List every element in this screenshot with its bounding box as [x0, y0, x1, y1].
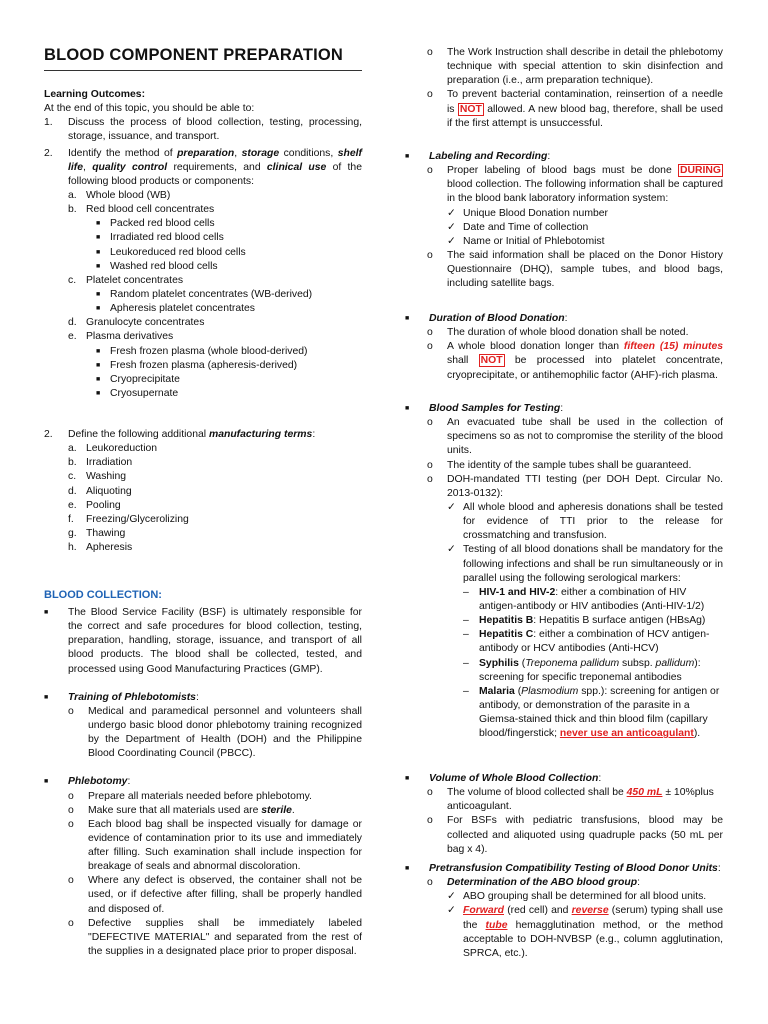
bullet-icon: ■ — [96, 234, 101, 242]
outcome-text: Define the following additional manufacturing terms: — [68, 429, 316, 440]
circle-bullet-icon: o — [427, 89, 433, 101]
pretransfusion-section — [405, 862, 723, 961]
circle-bullet-icon: o — [68, 705, 74, 717]
bullet-icon: ■ — [96, 248, 101, 256]
samples-section — [405, 402, 723, 741]
dash-icon: – — [463, 629, 469, 641]
manufacturing-terms — [44, 428, 362, 555]
list-item: e. Plasma derivatives — [68, 331, 174, 343]
circle-bullet-icon: o — [68, 790, 74, 802]
circle-bullet-icon: o — [427, 165, 433, 177]
list-item: o Each blood bag shall be inspected visually for damage or evidence of contamination prior to its use and immediately after filling. Such examination shall include inspection for breakage of seals and abnormal discoloration. — [68, 818, 362, 875]
list-item: o For BSFs with pediatric transfusions, blood may be collected and aliquoted using quadruple packs (50 mL per bag x 4). — [427, 814, 723, 856]
check-icon: ✓ — [447, 891, 456, 903]
list-item: b. Irradiation — [68, 457, 133, 469]
bullet-icon: ■ — [96, 389, 101, 397]
product-list — [68, 189, 362, 401]
list-item: ✓ ABO grouping shall be determined for all blood units. — [447, 890, 723, 904]
circle-bullet-icon: o — [427, 417, 433, 429]
list-item: h. Apheresis — [68, 542, 133, 554]
list-item: ■ Phlebotomy: — [44, 775, 362, 789]
page-title: BLOOD COMPONENT PREPARATION — [44, 46, 344, 64]
bullet-icon: ■ — [96, 262, 101, 270]
list-item: o Medical and paramedical personnel and volunteers shall undergo basic blood donor phlebotomy training recognized by the Department of Health (DOH) and the Philippine Blood Coordinating Council (PBCC). — [68, 705, 362, 762]
bullet-icon: ■ — [44, 778, 49, 786]
outcome-3 — [44, 428, 362, 442]
phlebotomy-continued — [405, 46, 723, 131]
list-item: c. Washing — [68, 471, 127, 483]
list-item: o The Work Instruction shall describe in detail the phlebotomy technique with special attention to skin disinfection and preparation (i.e., arm preparation technique). — [427, 46, 723, 88]
dash-icon: – — [463, 586, 469, 598]
list-item: ■ Apheresis platelet concentrates — [96, 302, 362, 316]
outcome-text: Discuss the process of blood collection, testing, processing, storage, issuance, and transport. — [68, 117, 362, 143]
check-icon: ✓ — [447, 207, 456, 219]
title-divider — [44, 70, 362, 71]
list-item: o The duration of whole blood donation shall be noted. — [427, 326, 723, 340]
outcome-number: 1. — [44, 117, 53, 129]
dash-icon: – — [463, 657, 469, 669]
list-item: o The identity of the sample tubes shall be guaranteed. — [427, 459, 723, 473]
list-item: ✓ Testing of all blood donations shall be mandatory for the following infections and shall be run simultaneously or in parallel using the following serological markers: — [447, 543, 723, 585]
circle-bullet-icon: o — [427, 473, 433, 485]
bullet-icon: ■ — [96, 220, 101, 228]
circle-bullet-icon: o — [427, 787, 433, 799]
list-item: – Hepatitis B: Hepatitis B surface antigen (HBsAg) — [463, 614, 723, 628]
outcome-number: 2. — [44, 147, 53, 159]
list-item: ■ Cryosupernate — [96, 387, 362, 401]
circle-bullet-icon: o — [68, 804, 74, 816]
circle-bullet-icon: o — [68, 875, 74, 887]
list-item: ✓ Unique Blood Donation number — [447, 207, 723, 221]
list-item: f. Freezing/Glycerolizing — [68, 513, 189, 525]
circle-bullet-icon: o — [68, 818, 74, 830]
list-item: b. Red blood cell concentrates — [68, 204, 215, 216]
list-item: ■ Irradiated red blood cells — [96, 231, 362, 245]
outcome-number: 2. — [44, 429, 53, 440]
list-item: – Malaria (Plasmodium spp.): screening for antigen or antibody, or demonstration of the parasite in a Giemsa-stained thick and thin blood film (capillary blood/fingerstick; never use an anticoagulant). — [463, 685, 723, 742]
list-item: ■ Washed red blood cells — [96, 260, 362, 274]
learning-intro: At the end of this topic, you should be able to: — [44, 103, 255, 115]
section-heading: BLOOD COLLECTION: — [44, 589, 162, 601]
bullet-icon: ■ — [405, 405, 410, 412]
list-item: o An evacuated tube shall be used in the collection of specimens so as not to compromise the sterility of the blood units. — [427, 416, 723, 458]
list-item: e. Pooling — [68, 499, 121, 511]
list-item: o To prevent bacterial contamination, reinsertion of a needle is NOT allowed. A new blood bag, therefore, shall be used if the first attempt is unsuccessful. — [427, 88, 723, 130]
list-item: o The said information shall be placed on the Donor History Questionnaire (DHQ), sample tubes, and blood bags, including satellite bags. — [427, 249, 723, 291]
list-item: a. Leukoreduction — [68, 443, 158, 455]
labeling-section — [405, 150, 723, 291]
list-item: o A whole blood donation longer than fifteen (15) minutes shall NOT be processed into platelet concentrate, cryoprecipitate, or antihemophilic factor (AHF)-rich plasma. — [427, 340, 723, 382]
list-item: ■ Cryoprecipitate — [96, 373, 362, 387]
list-item: ✓ Date and Time of collection — [447, 221, 723, 235]
circle-bullet-icon: o — [427, 327, 433, 339]
bullet-icon: ■ — [405, 775, 410, 782]
list-item: c. Platelet concentrates — [68, 274, 184, 286]
list-item: o Determination of the ABO blood group: — [427, 876, 723, 890]
bullet-icon: ■ — [96, 375, 101, 383]
outcome-text: Identify the method of preparation, storage conditions, shelf life, quality control requirements, and clinical use of the following blood products or components: — [68, 147, 362, 187]
bullet-icon: ■ — [96, 347, 101, 355]
circle-bullet-icon: o — [68, 917, 74, 929]
list-item: ■ Duration of Blood Donation: — [405, 312, 723, 326]
list-item: ■ Blood Samples for Testing: — [405, 402, 723, 416]
check-icon: ✓ — [447, 544, 456, 556]
learning-heading: Learning Outcomes: — [44, 89, 146, 100]
bullet-icon: ■ — [405, 153, 410, 160]
list-item: o Prepare all materials needed before phlebotomy. — [68, 790, 362, 804]
list-item: ■ Volume of Whole Blood Collection: — [405, 772, 723, 786]
list-item: ✓ All whole blood and apheresis donations shall be tested for evidence of TTI prior to the release for crossmatching and transfusion. — [447, 501, 723, 543]
bullet-icon: ■ — [405, 315, 410, 322]
list-item: ■ Leukoreduced red blood cells — [96, 246, 362, 260]
list-item: – Hepatitis C: either a combination of HCV antigen-antibody or HCV antibodies (Anti-HCV) — [463, 628, 723, 656]
check-icon: ✓ — [447, 221, 456, 233]
blood-collection-section — [44, 588, 362, 959]
list-item: ■ Training of Phlebotomists: — [44, 691, 362, 705]
list-item: d. Granulocyte concentrates — [68, 317, 205, 329]
list-item: g. Thawing — [68, 527, 126, 539]
terms-list — [68, 442, 362, 555]
list-item: o Where any defect is observed, the container shall not be used, or if defective after filling, shall be properly handled and disposed of. — [68, 874, 362, 916]
bullet-icon: ■ — [96, 290, 101, 298]
outcome-1 — [44, 116, 362, 144]
bullet-icon: ■ — [44, 608, 49, 616]
check-icon: ✓ — [447, 235, 456, 247]
outcome-2 — [44, 147, 362, 189]
list-item: o The volume of blood collected shall be 450 mL ± 10%plus anticoagulant. — [427, 786, 723, 814]
check-icon: ✓ — [447, 501, 456, 513]
circle-bullet-icon: o — [427, 249, 433, 261]
learning-outcomes — [44, 88, 362, 401]
list-item: ■ Random platelet concentrates (WB-derived) — [96, 288, 362, 302]
list-item: ■ Fresh frozen plasma (whole blood-derived) — [96, 345, 362, 359]
list-item: ■ Pretransfusion Compatibility Testing of Blood Donor Units: — [405, 862, 723, 876]
check-icon: ✓ — [447, 905, 456, 917]
bullet-icon: ■ — [44, 693, 49, 701]
circle-bullet-icon: o — [427, 877, 433, 889]
list-item: a. Whole blood (WB) — [68, 189, 171, 201]
duration-section — [405, 312, 723, 383]
dash-icon: – — [463, 685, 469, 697]
list-item: ✓ Name or Initial of Phlebotomist — [447, 235, 723, 249]
list-item: – Syphilis (Treponema pallidum subsp. pallidum): screening for specific treponemal antibodies — [463, 657, 723, 685]
circle-bullet-icon: o — [427, 459, 433, 471]
dash-icon: – — [463, 615, 469, 627]
volume-section — [405, 772, 723, 857]
bullet-icon: ■ — [96, 305, 101, 313]
list-item: ■ Fresh frozen plasma (apheresis-derived) — [96, 359, 362, 373]
list-item: o Make sure that all materials used are sterile. — [68, 804, 362, 818]
list-item: ■ Labeling and Recording: — [405, 150, 723, 164]
list-item: o Proper labeling of blood bags must be done DURING blood collection. The following information shall be captured in the blood bank laboratory information system: — [427, 164, 723, 206]
list-item: o Defective supplies shall be immediately labeled "DEFECTIVE MATERIAL" and separated from the rest of the supplies in a designated place prior to proper disposal. — [68, 917, 362, 959]
circle-bullet-icon: o — [427, 47, 433, 58]
list-item: o DOH-mandated TTI testing (per DOH Dept. Circular No. 2013-0132): — [427, 473, 723, 501]
list-item: ■ Packed red blood cells — [96, 217, 362, 231]
circle-bullet-icon: o — [427, 815, 433, 827]
circle-bullet-icon: o — [427, 341, 433, 353]
list-item: ■ The Blood Service Facility (BSF) is ultimately responsible for the correct and safe procedures for blood collection, testing, preparation, handling, storage, issuance, and transport of all blood products. The blood shall be collected, tested, and processed using Good Manufacturing Practices (GMP). — [44, 606, 362, 677]
list-item: – HIV-1 and HIV-2: either a combination of HIV antigen-antibody or HIV antibodies (Anti-HIV-1/2) — [463, 586, 723, 614]
list-item: d. Aliquoting — [68, 485, 132, 497]
bullet-icon: ■ — [405, 865, 410, 872]
bullet-icon: ■ — [96, 361, 101, 369]
list-item: ✓ Forward (red cell) and reverse (serum) typing shall use the tube hemagglutination method, or the method acceptable to DOH-NVBSP (e.g., column agglutination, SPRCA, etc.). — [447, 904, 723, 961]
